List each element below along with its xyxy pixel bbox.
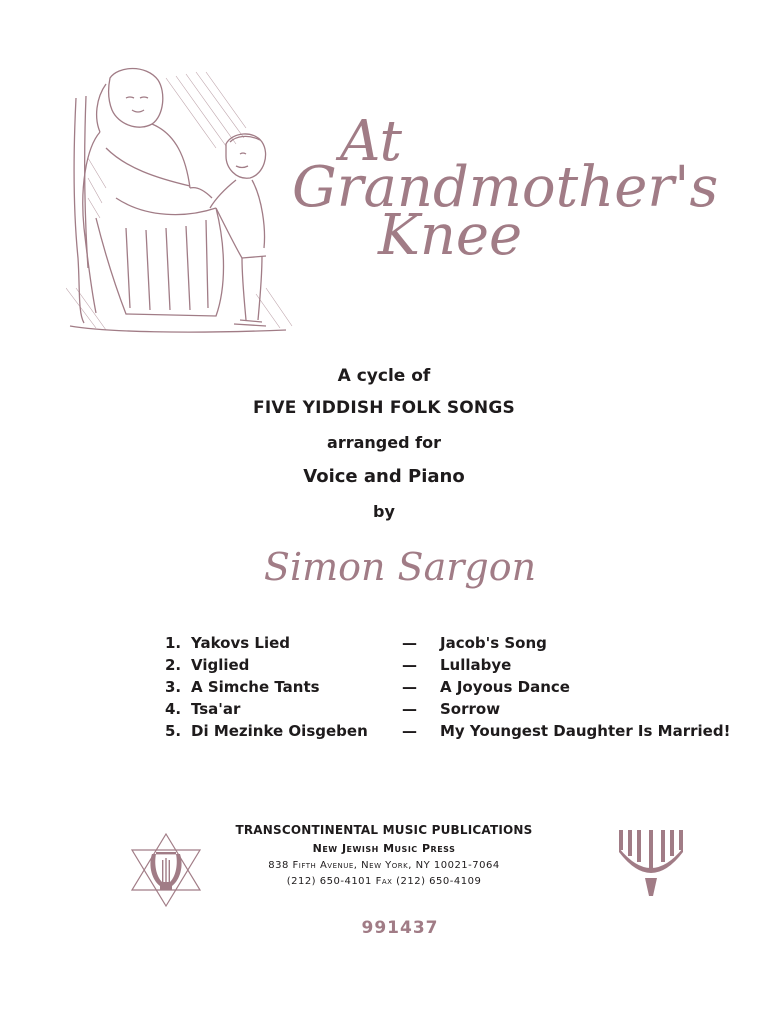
song-english-title: My Youngest Daughter Is Married! [440,722,731,740]
song-item [165,656,725,678]
title-line-1: At [340,109,402,174]
song-yiddish-title: Viglied [191,656,250,674]
song-list [165,634,731,744]
song-item [165,634,725,656]
subtitle-arranged: arranged for [327,433,441,452]
song-dash: — [402,634,417,652]
publisher-address: 838 Fifth Avenue, New York, NY 10021-7064 [268,860,500,871]
song-dash: — [402,722,417,740]
song-english-title: Lullabye [440,656,512,674]
grandmother-child-illustration [66,58,296,338]
publisher-press: New Jewish Music Press [312,842,456,855]
song-item [165,722,731,744]
song-dash: — [402,656,417,674]
song-english-title: Jacob's Song [440,634,547,652]
publisher-phone: (212) 650-4101 Fax (212) 650-4109 [286,876,482,887]
song-number: 1. [165,634,182,652]
song-item [165,700,725,722]
song-yiddish-title: Tsa'ar [191,700,241,718]
song-item [165,678,725,700]
subtitle-cycle: A cycle of [337,366,431,386]
song-dash: — [402,700,417,718]
song-dash: — [402,678,417,696]
song-english-title: A Joyous Dance [440,678,570,696]
song-yiddish-title: Di Mezinke Oisgeben [191,722,368,740]
subtitle-by: by [373,502,395,521]
song-number: 2. [165,656,182,674]
publisher-name: TRANSCONTINENTAL MUSIC PUBLICATIONS [235,823,533,837]
catalog-number: 991437 [361,918,439,938]
composer-name: Simon Sargon [263,545,537,589]
song-number: 5. [165,722,182,740]
song-number: 3. [165,678,182,696]
title-line-2: Grandmother's [292,155,719,220]
title-line-3: Knee [378,203,523,268]
menorah-icon [615,828,687,898]
song-yiddish-title: A Simche Tants [191,678,320,696]
song-number: 4. [165,700,182,718]
subtitle-five-songs: FIVE YIDDISH FOLK SONGS [253,398,515,418]
song-english-title: Sorrow [440,700,501,718]
song-yiddish-title: Yakovs Lied [191,634,291,652]
subtitle-voice-piano: Voice and Piano [303,466,465,487]
